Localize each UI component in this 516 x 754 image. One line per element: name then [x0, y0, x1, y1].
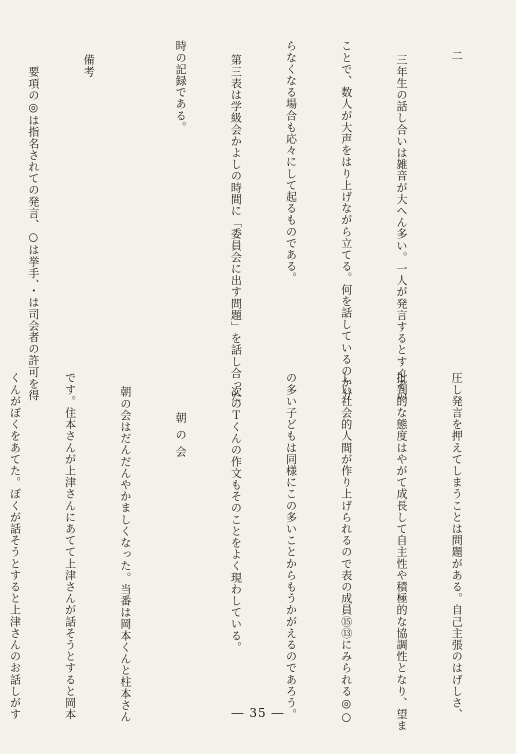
essay-title: 朝の会 — [174, 412, 188, 463]
page-number: ― 35 ― — [231, 706, 285, 720]
note-heading: 備考 — [82, 54, 96, 78]
text-line: 第三表は学級会かよしの時間に「委員会に出す問題」を話し合った — [229, 54, 243, 402]
text-line: らなくなる場合も応々にして起るものである。 — [284, 40, 298, 284]
text-line: 時の記録である。 — [174, 40, 188, 133]
text-line: 批判的な態度はやがて成長して自主性や積極的な協調性となり、望ま — [394, 372, 408, 732]
essay-line: 朝の会はだんだんやかましくなった。当番は岡本くんと柱本さん — [118, 386, 132, 723]
text-line: しい社会的人間が作り上げられるので表の成員⑮⑬にみられる◎○ — [339, 372, 353, 724]
text-line: 三年生の話し合いは雑音が大へん多い。一人が発言するとすぐその — [394, 54, 408, 402]
text-line: 圧し発言を押えてしまうことは問題がある。自己主張のはげしさ、 — [450, 372, 464, 720]
text-line: 要項の◎は指名されての発言、○は挙手、・は司会者の許可を得 — [26, 66, 40, 401]
text-line: 次のＴくんの作文もそのことをよく現わしている。 — [229, 386, 243, 653]
text-line: ことで、数人が大声をはり上げながら立てる。何を話しているのか分 — [339, 40, 353, 400]
text-line: の多い子どもは同様にこの多いことからもうかがえるのであろう。 — [284, 372, 298, 720]
essay-line: くんがぼくをあてた。ぼくが話そうとすると上津さんのお話しがす — [8, 372, 22, 720]
section-number: 二 — [450, 50, 464, 62]
upper-text-block — [12, 40, 502, 402]
essay-line: です。住本さんが上津さんにあてて上津さんが話そうとすると岡本 — [63, 372, 77, 720]
